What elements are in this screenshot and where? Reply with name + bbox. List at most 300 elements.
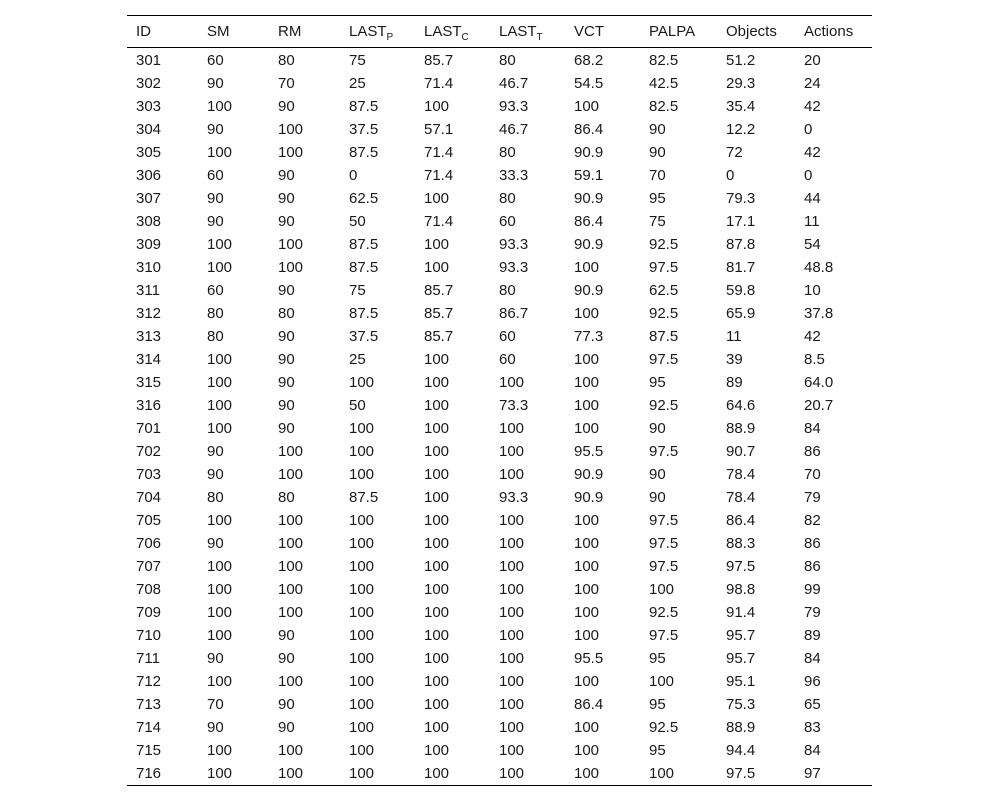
cell-palpa: 97.5 — [649, 627, 679, 644]
cell-actions: 79 — [804, 604, 821, 621]
table-row — [127, 233, 872, 256]
cell-vct: 100 — [574, 719, 600, 736]
table-row — [127, 210, 872, 233]
cell-rm: 90 — [278, 696, 295, 713]
cell-last-c: 85.7 — [424, 305, 454, 322]
cell-vct: 95.5 — [574, 650, 604, 667]
cell-objects: 39 — [726, 351, 743, 368]
column-header-label: VCT — [574, 23, 604, 40]
cell-last-p: 100 — [349, 650, 375, 667]
cell-actions: 70 — [804, 466, 821, 483]
cell-actions: 10 — [804, 282, 821, 299]
cell-vct: 95.5 — [574, 443, 604, 460]
cell-id: 307 — [136, 190, 162, 207]
column-header-last-p — [340, 16, 415, 48]
cell-rm: 80 — [278, 305, 295, 322]
cell-last-c: 100 — [424, 351, 450, 368]
cell-palpa: 70 — [649, 167, 666, 184]
cell-objects: 90.7 — [726, 443, 756, 460]
cell-id: 316 — [136, 397, 162, 414]
cell-palpa: 100 — [649, 581, 675, 598]
cell-actions: 84 — [804, 742, 821, 759]
table-row — [127, 716, 872, 739]
cell-id: 303 — [136, 98, 162, 115]
cell-rm: 100 — [278, 236, 304, 253]
cell-rm: 80 — [278, 52, 295, 69]
cell-id: 301 — [136, 52, 162, 69]
cell-actions: 99 — [804, 581, 821, 598]
cell-last-t: 93.3 — [499, 98, 529, 115]
cell-last-c: 100 — [424, 190, 450, 207]
cell-palpa: 95 — [649, 650, 666, 667]
cell-sm: 100 — [207, 374, 233, 391]
table-row — [127, 48, 872, 73]
cell-last-c: 100 — [424, 512, 450, 529]
cell-vct: 68.2 — [574, 52, 604, 69]
cell-objects: 29.3 — [726, 75, 756, 92]
cell-sm: 100 — [207, 397, 233, 414]
cell-actions: 86 — [804, 535, 821, 552]
cell-vct: 54.5 — [574, 75, 604, 92]
table-row — [127, 486, 872, 509]
cell-rm: 90 — [278, 328, 295, 345]
cell-vct: 90.9 — [574, 144, 604, 161]
cell-last-t: 46.7 — [499, 121, 529, 138]
cell-sm: 100 — [207, 604, 233, 621]
cell-palpa: 82.5 — [649, 98, 679, 115]
cell-last-p: 87.5 — [349, 489, 379, 506]
cell-rm: 80 — [278, 489, 295, 506]
cell-objects: 79.3 — [726, 190, 756, 207]
cell-id: 304 — [136, 121, 162, 138]
cell-last-c: 85.7 — [424, 328, 454, 345]
cell-vct: 100 — [574, 512, 600, 529]
table-row — [127, 325, 872, 348]
cell-last-t: 100 — [499, 581, 525, 598]
cell-objects: 75.3 — [726, 696, 756, 713]
cell-actions: 37.8 — [804, 305, 834, 322]
cell-sm: 90 — [207, 443, 224, 460]
cell-last-t: 100 — [499, 673, 525, 690]
cell-rm: 100 — [278, 535, 304, 552]
column-header-label: LAST — [424, 23, 462, 40]
cell-last-t: 80 — [499, 144, 516, 161]
cell-sm: 60 — [207, 52, 224, 69]
cell-last-c: 100 — [424, 259, 450, 276]
cell-rm: 100 — [278, 144, 304, 161]
cell-last-p: 100 — [349, 512, 375, 529]
cell-actions: 42 — [804, 98, 821, 115]
cell-objects: 72 — [726, 144, 743, 161]
cell-vct: 100 — [574, 305, 600, 322]
cell-actions: 54 — [804, 236, 821, 253]
cell-vct: 90.9 — [574, 236, 604, 253]
table-row — [127, 118, 872, 141]
column-header-id — [127, 16, 198, 48]
column-header-actions — [795, 16, 872, 48]
cell-objects: 97.5 — [726, 765, 756, 782]
cell-actions: 64.0 — [804, 374, 834, 391]
cell-id: 713 — [136, 696, 162, 713]
cell-last-p: 37.5 — [349, 121, 379, 138]
cell-id: 703 — [136, 466, 162, 483]
cell-actions: 82 — [804, 512, 821, 529]
cell-last-c: 100 — [424, 236, 450, 253]
cell-rm: 90 — [278, 627, 295, 644]
column-header-label: LAST — [499, 23, 537, 40]
cell-actions: 96 — [804, 673, 821, 690]
cell-palpa: 97.5 — [649, 443, 679, 460]
cell-id: 705 — [136, 512, 162, 529]
table-row — [127, 141, 872, 164]
column-header-objects — [717, 16, 795, 48]
cell-id: 312 — [136, 305, 162, 322]
cell-vct: 100 — [574, 259, 600, 276]
cell-last-t: 60 — [499, 351, 516, 368]
cell-id: 308 — [136, 213, 162, 230]
cell-palpa: 97.5 — [649, 535, 679, 552]
table-row — [127, 670, 872, 693]
cell-actions: 44 — [804, 190, 821, 207]
cell-id: 704 — [136, 489, 162, 506]
cell-last-c: 100 — [424, 489, 450, 506]
cell-last-t: 60 — [499, 328, 516, 345]
cell-rm: 90 — [278, 374, 295, 391]
cell-palpa: 100 — [649, 765, 675, 782]
cell-last-c: 100 — [424, 98, 450, 115]
cell-last-c: 100 — [424, 581, 450, 598]
cell-vct: 90.9 — [574, 190, 604, 207]
cell-objects: 81.7 — [726, 259, 756, 276]
cell-last-t: 100 — [499, 765, 525, 782]
column-header-label: Objects — [726, 23, 777, 40]
cell-objects: 91.4 — [726, 604, 756, 621]
cell-id: 707 — [136, 558, 162, 575]
cell-last-p: 75 — [349, 52, 366, 69]
cell-last-t: 80 — [499, 282, 516, 299]
cell-last-p: 25 — [349, 75, 366, 92]
cell-last-t: 93.3 — [499, 489, 529, 506]
cell-rm: 100 — [278, 673, 304, 690]
cell-rm: 90 — [278, 351, 295, 368]
cell-last-p: 37.5 — [349, 328, 379, 345]
cell-last-c: 100 — [424, 673, 450, 690]
cell-objects: 95.1 — [726, 673, 756, 690]
cell-vct: 100 — [574, 397, 600, 414]
cell-palpa: 82.5 — [649, 52, 679, 69]
cell-vct: 100 — [574, 351, 600, 368]
cell-last-p: 100 — [349, 765, 375, 782]
cell-last-p: 25 — [349, 351, 366, 368]
cell-sm: 90 — [207, 535, 224, 552]
cell-rm: 90 — [278, 213, 295, 230]
column-header-sm — [198, 16, 269, 48]
cell-id: 702 — [136, 443, 162, 460]
cell-last-p: 87.5 — [349, 98, 379, 115]
cell-last-c: 100 — [424, 765, 450, 782]
cell-objects: 95.7 — [726, 627, 756, 644]
table-body — [127, 48, 872, 786]
cell-last-p: 50 — [349, 397, 366, 414]
cell-sm: 80 — [207, 328, 224, 345]
table-row — [127, 256, 872, 279]
cell-vct: 100 — [574, 765, 600, 782]
cell-actions: 97 — [804, 765, 821, 782]
cell-rm: 100 — [278, 581, 304, 598]
cell-last-t: 100 — [499, 466, 525, 483]
cell-sm: 100 — [207, 742, 233, 759]
cell-actions: 48.8 — [804, 259, 834, 276]
column-header-label: RM — [278, 23, 302, 40]
cell-objects: 11 — [726, 328, 742, 345]
table-row — [127, 417, 872, 440]
table-row — [127, 394, 872, 417]
cell-last-t: 100 — [499, 535, 525, 552]
cell-id: 310 — [136, 259, 162, 276]
cell-sm: 100 — [207, 673, 233, 690]
cell-last-c: 100 — [424, 397, 450, 414]
cell-sm: 90 — [207, 466, 224, 483]
cell-rm: 90 — [278, 98, 295, 115]
cell-rm: 90 — [278, 167, 295, 184]
table-row — [127, 302, 872, 325]
cell-palpa: 92.5 — [649, 305, 679, 322]
cell-sm: 70 — [207, 696, 224, 713]
cell-sm: 100 — [207, 581, 233, 598]
cell-last-p: 100 — [349, 466, 375, 483]
cell-last-c: 71.4 — [424, 75, 454, 92]
cell-last-c: 85.7 — [424, 282, 454, 299]
cell-id: 715 — [136, 742, 162, 759]
cell-last-t: 100 — [499, 443, 525, 460]
scores-table-container — [127, 15, 872, 786]
cell-objects: 94.4 — [726, 742, 756, 759]
table-header — [127, 16, 872, 48]
cell-last-t: 46.7 — [499, 75, 529, 92]
cell-last-t: 80 — [499, 190, 516, 207]
cell-rm: 100 — [278, 765, 304, 782]
cell-id: 315 — [136, 374, 162, 391]
cell-palpa: 90 — [649, 144, 666, 161]
cell-last-t: 100 — [499, 742, 525, 759]
cell-last-p: 87.5 — [349, 305, 379, 322]
cell-last-p: 62.5 — [349, 190, 379, 207]
cell-palpa: 95 — [649, 190, 666, 207]
cell-actions: 0 — [804, 121, 813, 138]
cell-id: 314 — [136, 351, 162, 368]
cell-actions: 42 — [804, 144, 821, 161]
cell-id: 709 — [136, 604, 162, 621]
cell-last-c: 71.4 — [424, 144, 454, 161]
cell-sm: 100 — [207, 765, 233, 782]
cell-palpa: 92.5 — [649, 236, 679, 253]
cell-sm: 90 — [207, 190, 224, 207]
scores-table — [127, 15, 872, 786]
cell-sm: 100 — [207, 351, 233, 368]
cell-rm: 100 — [278, 742, 304, 759]
cell-id: 711 — [136, 650, 160, 667]
column-header-rm — [269, 16, 340, 48]
cell-last-p: 100 — [349, 627, 375, 644]
table-row — [127, 348, 872, 371]
cell-palpa: 90 — [649, 420, 666, 437]
column-header-last-t — [490, 16, 565, 48]
cell-id: 306 — [136, 167, 162, 184]
column-header-subscript: P — [386, 32, 394, 43]
cell-vct: 86.4 — [574, 213, 604, 230]
cell-vct: 100 — [574, 627, 600, 644]
cell-objects: 64.6 — [726, 397, 756, 414]
cell-objects: 59.8 — [726, 282, 756, 299]
cell-objects: 0 — [726, 167, 735, 184]
cell-last-t: 100 — [499, 650, 525, 667]
cell-palpa: 95 — [649, 374, 666, 391]
cell-last-t: 100 — [499, 604, 525, 621]
cell-objects: 87.8 — [726, 236, 756, 253]
cell-last-c: 85.7 — [424, 52, 454, 69]
cell-last-c: 100 — [424, 719, 450, 736]
cell-last-p: 100 — [349, 420, 375, 437]
cell-last-c: 100 — [424, 374, 450, 391]
cell-objects: 35.4 — [726, 98, 756, 115]
cell-id: 309 — [136, 236, 162, 253]
cell-objects: 78.4 — [726, 489, 756, 506]
cell-last-p: 100 — [349, 558, 375, 575]
cell-id: 708 — [136, 581, 162, 598]
column-header-label: ID — [136, 23, 151, 40]
table-row — [127, 95, 872, 118]
cell-id: 701 — [136, 420, 162, 437]
cell-objects: 89 — [726, 374, 743, 391]
cell-rm: 90 — [278, 190, 295, 207]
cell-rm: 90 — [278, 420, 295, 437]
cell-last-t: 100 — [499, 696, 525, 713]
table-row — [127, 647, 872, 670]
cell-palpa: 42.5 — [649, 75, 679, 92]
cell-palpa: 97.5 — [649, 558, 679, 575]
cell-objects: 98.8 — [726, 581, 756, 598]
cell-sm: 90 — [207, 719, 224, 736]
cell-palpa: 62.5 — [649, 282, 679, 299]
cell-last-t: 93.3 — [499, 259, 529, 276]
cell-objects: 51.2 — [726, 52, 756, 69]
cell-id: 712 — [136, 673, 162, 690]
cell-objects: 95.7 — [726, 650, 756, 667]
cell-vct: 100 — [574, 673, 600, 690]
cell-objects: 17.1 — [726, 213, 756, 230]
cell-last-c: 100 — [424, 604, 450, 621]
cell-actions: 0 — [804, 167, 813, 184]
table-row — [127, 762, 872, 786]
cell-actions: 20 — [804, 52, 821, 69]
cell-rm: 70 — [278, 75, 295, 92]
cell-actions: 86 — [804, 558, 821, 575]
cell-last-c: 57.1 — [424, 121, 454, 138]
cell-objects: 88.9 — [726, 420, 756, 437]
cell-sm: 100 — [207, 259, 233, 276]
cell-vct: 90.9 — [574, 282, 604, 299]
cell-vct: 90.9 — [574, 466, 604, 483]
cell-sm: 100 — [207, 512, 233, 529]
cell-actions: 79 — [804, 489, 821, 506]
cell-rm: 90 — [278, 650, 295, 667]
cell-objects: 88.3 — [726, 535, 756, 552]
cell-palpa: 92.5 — [649, 604, 679, 621]
cell-id: 716 — [136, 765, 162, 782]
cell-last-c: 71.4 — [424, 167, 454, 184]
cell-palpa: 92.5 — [649, 397, 679, 414]
cell-objects: 12.2 — [726, 121, 756, 138]
cell-id: 706 — [136, 535, 162, 552]
cell-last-c: 100 — [424, 650, 450, 667]
cell-id: 302 — [136, 75, 162, 92]
cell-actions: 65 — [804, 696, 821, 713]
column-header-label: LAST — [349, 23, 387, 40]
column-header-label: PALPA — [649, 23, 696, 40]
cell-actions: 86 — [804, 443, 821, 460]
cell-actions: 83 — [804, 719, 821, 736]
cell-vct: 100 — [574, 420, 600, 437]
cell-sm: 90 — [207, 75, 224, 92]
cell-sm: 90 — [207, 650, 224, 667]
cell-last-p: 100 — [349, 696, 375, 713]
cell-rm: 100 — [278, 443, 304, 460]
table-row — [127, 624, 872, 647]
cell-last-t: 100 — [499, 627, 525, 644]
cell-rm: 100 — [278, 466, 304, 483]
cell-rm: 90 — [278, 397, 295, 414]
table-row — [127, 601, 872, 624]
table-row — [127, 164, 872, 187]
cell-actions: 24 — [804, 75, 821, 92]
cell-sm: 100 — [207, 420, 233, 437]
column-header-subscript: T — [536, 32, 543, 43]
cell-id: 710 — [136, 627, 162, 644]
cell-rm: 100 — [278, 604, 304, 621]
cell-sm: 90 — [207, 121, 224, 138]
cell-last-c: 100 — [424, 466, 450, 483]
cell-vct: 100 — [574, 374, 600, 391]
cell-last-c: 100 — [424, 558, 450, 575]
cell-palpa: 95 — [649, 696, 666, 713]
cell-sm: 60 — [207, 282, 224, 299]
column-header-subscript: C — [461, 32, 469, 43]
cell-last-t: 86.7 — [499, 305, 529, 322]
cell-last-p: 100 — [349, 581, 375, 598]
cell-actions: 42 — [804, 328, 821, 345]
cell-actions: 20.7 — [804, 397, 834, 414]
table-row — [127, 72, 872, 95]
cell-actions: 89 — [804, 627, 821, 644]
cell-vct: 90.9 — [574, 489, 604, 506]
table-row — [127, 693, 872, 716]
cell-rm: 100 — [278, 259, 304, 276]
table-row — [127, 509, 872, 532]
cell-last-c: 100 — [424, 696, 450, 713]
cell-rm: 100 — [278, 558, 304, 575]
cell-vct: 100 — [574, 742, 600, 759]
column-header-last-c — [415, 16, 490, 48]
cell-last-c: 100 — [424, 420, 450, 437]
cell-last-c: 100 — [424, 627, 450, 644]
cell-vct: 77.3 — [574, 328, 604, 345]
cell-vct: 59.1 — [574, 167, 604, 184]
table-row — [127, 532, 872, 555]
cell-last-t: 100 — [499, 512, 525, 529]
cell-objects: 86.4 — [726, 512, 756, 529]
cell-actions: 11 — [804, 213, 820, 230]
cell-palpa: 75 — [649, 213, 666, 230]
